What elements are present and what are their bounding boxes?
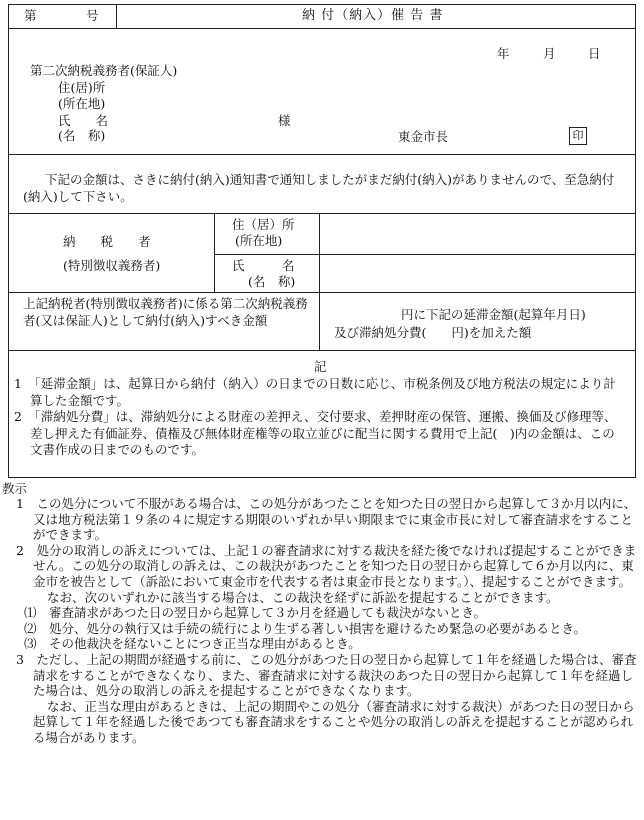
notice-paragraph: 下記の金額は、さきに納付(納入)通知書で通知しましたがまだ納付(納入)がありませんので、至急納付(納入)して下さい。 bbox=[23, 172, 615, 204]
header-number-divider bbox=[116, 4, 117, 28]
addressee-divider bbox=[8, 154, 636, 155]
addressee-role: 第二次納税義務者(保証人) bbox=[30, 63, 178, 78]
notice-divider bbox=[8, 213, 636, 214]
instruction-2-sub-2: ⑵ 処分、処分の執行又は手続の続行により生ずる著しい損害を避けるため緊急の必要があるとき。 bbox=[24, 620, 587, 636]
document-title: 納 付（納入）催 告 書 bbox=[302, 8, 444, 23]
instructions-heading: 教示 bbox=[2, 481, 28, 496]
notice-text bbox=[23, 171, 629, 205]
number-suffix: 号 bbox=[86, 8, 99, 23]
remarks-heading: 記 bbox=[314, 359, 327, 374]
remark-1-text: 「延滞金額」は、起算日から納付（納入）の日までの日数に応じ、市税条例及び地方税法の規定により計算した金額です。 bbox=[30, 376, 616, 408]
location-label: (所在地) bbox=[58, 96, 106, 111]
taxpayer-sublabel: (特別徴収義務者) bbox=[63, 258, 161, 273]
taxpayer-address-label: 住（居）所 bbox=[232, 217, 295, 232]
taxpayer-label: 納 税 者 bbox=[63, 234, 151, 249]
amount-divider bbox=[8, 350, 636, 351]
instruction-2: 2 処分の取消しの訴えについては、上記１の審査請求に対する裁決を経た後でなければ提起することができません。この処分の取消しの訴えは、この裁決があつたことを知つた日の翌日から起算して６か月以内に、東金市を被告として（訴訟において東金市を代表する者は東金市長となります。）、提起することができます。 bbox=[16, 542, 637, 589]
instructions-body bbox=[2, 496, 640, 746]
instruction-3: 3 ただし、上記の期間が経過する前に、この処分があつた日の翌日から起算して１年を経過した場合は、審査請求をすることができなくなり、また、審査請求に対する裁決のあつた日の翌日から起算して１年を経過した場合は、処分の取消しの訴えを提起することができなくなります。 bbox=[16, 651, 637, 699]
instruction-2-note: なお、次のいずれかに該当する場合は、この裁決を経ずに訴訟を提起することができます。 bbox=[47, 589, 559, 605]
remark-2-number: 2 bbox=[14, 409, 22, 424]
address-label: 住(居)所 bbox=[58, 80, 106, 95]
taxpayer-col-divider bbox=[214, 213, 215, 292]
taxpayer-org-name-label: (名 称) bbox=[248, 274, 296, 289]
seal-mark: 印 bbox=[569, 127, 587, 145]
number-prefix: 第 bbox=[24, 8, 37, 23]
remark-1-number: 1 bbox=[14, 376, 22, 391]
taxpayer-row-divider bbox=[214, 254, 636, 255]
date-month: 月 bbox=[543, 46, 556, 61]
remark-item-1 bbox=[14, 376, 626, 409]
amount-left-text: 上記納税者(特別徴収義務者)に係る第二次納税義務者(又は保証人)として納付(納入)すべき金額 bbox=[23, 296, 308, 328]
taxpayer-value-divider bbox=[319, 213, 320, 292]
taxpayer-name-label: 氏 名 bbox=[232, 258, 295, 273]
instruction-1: 1 この処分について不服がある場合は、この処分があつたことを知つた日の翌日から起算して３か月以内に、又は地方税法第１９条の４に規定する期限のいずれか早い期限までに東金市長に対して審査請求をすることができます。 bbox=[16, 496, 637, 543]
instruction-2-sub-1: ⑴ 審査請求があつた日の翌日から起算して３か月を経過しても裁決がないとき。 bbox=[24, 605, 487, 621]
issuer-name: 東金市長 bbox=[398, 129, 449, 144]
date-year: 年 bbox=[497, 46, 510, 61]
instruction-3-note: なお、正当な理由があるときは、上記の期間やこの処分（審査請求に対する裁決）があつた日の翌日から起算して１年を経過した後であつても審査請求をすることや処分の取消しの訴えを提起することが認められる場合があります。 bbox=[33, 698, 635, 745]
remark-2-text: 「滞納処分費」は、滞納処分による財産の差押え、交付要求、差押財産の保管、運搬、換価及び修理等、差し押えた有価証券、債権及び無体財産権等の取立並びに配当に関する費用で上記( )内の金額は、この文書作成の日までのものです。 bbox=[30, 409, 617, 457]
amount-col-divider bbox=[319, 292, 320, 350]
name-label: 氏 名 bbox=[58, 113, 109, 128]
taxpayer-divider bbox=[8, 292, 636, 293]
date-day: 日 bbox=[588, 46, 601, 61]
amount-right-line1: 円に下記の延滞金額(起算年月日) bbox=[401, 307, 586, 322]
instruction-2-sub-3: ⑶ その他裁決を経ないことにつき正当な理由があるとき。 bbox=[24, 636, 361, 652]
amount-right-line2: 及び滞納処分費( 円)を加えた額 bbox=[334, 325, 532, 340]
remark-item-2 bbox=[14, 409, 626, 459]
header-divider bbox=[8, 28, 636, 29]
org-name-label: (名 称) bbox=[58, 128, 106, 143]
honorific: 様 bbox=[278, 113, 291, 128]
taxpayer-location-label: (所在地) bbox=[235, 233, 283, 248]
